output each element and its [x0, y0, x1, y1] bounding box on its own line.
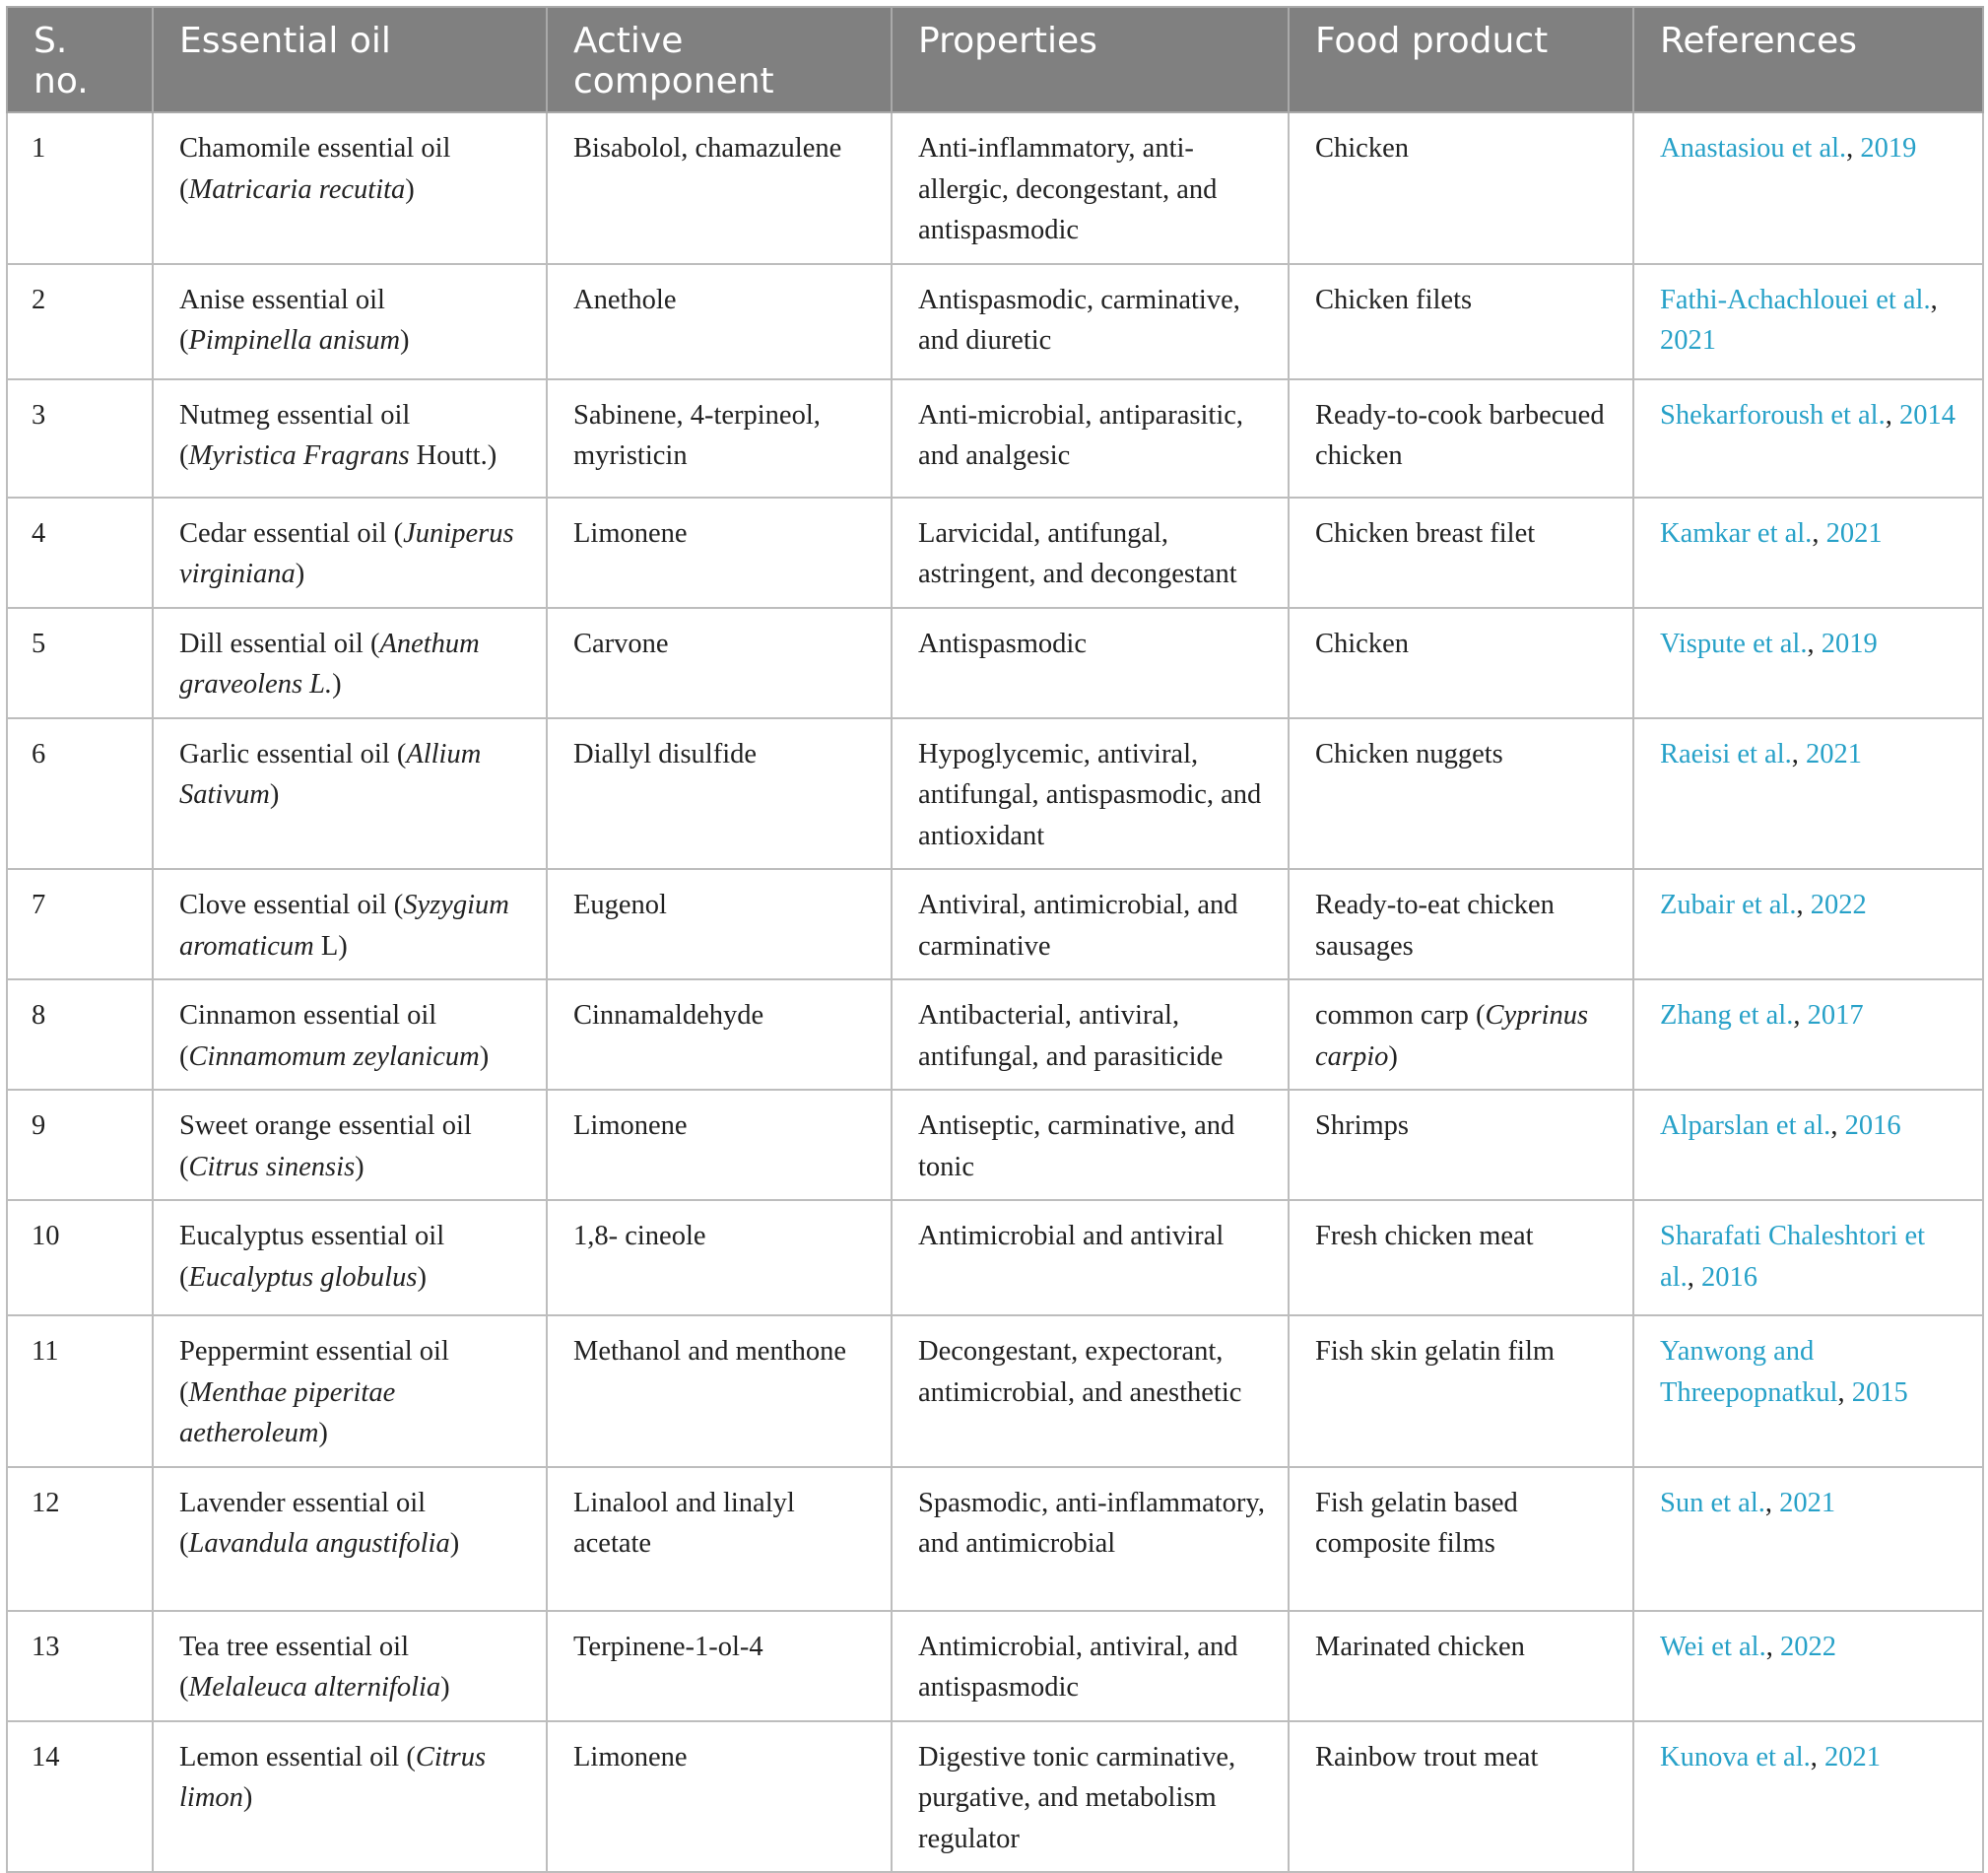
cell-active-component [547, 1200, 892, 1315]
reference-author-link[interactable]: Raeisi et al. [1660, 738, 1792, 769]
oil-name: Cinnamon essential oil [179, 1000, 437, 1031]
table-row [7, 1315, 1983, 1467]
active-component: Methanol and menthone [573, 1336, 847, 1367]
reference-author-link[interactable]: Sharafati Chaleshtori et al. [1660, 1221, 1926, 1293]
table-row [7, 869, 1983, 979]
properties-text: Hypoglycemic, antiviral, antifungal, antispasmodic, and antioxidant [918, 738, 1262, 851]
oil-scientific-name: Melaleuca alternifolia [188, 1672, 441, 1703]
cell-food-product [1289, 379, 1633, 498]
cell-active-component [547, 1721, 892, 1873]
reference-year-link[interactable]: 2021 [1660, 325, 1716, 356]
cell-properties [892, 979, 1289, 1090]
cell-s-no [7, 979, 153, 1090]
row-number: 8 [32, 1000, 46, 1031]
food-product: Ready-to-eat chicken sausages [1315, 890, 1555, 962]
cell-essential-oil: Tea tree essential oil (Melaleuca alternifolia) [153, 1611, 547, 1721]
oil-scientific-name: Lavandula angustifolia [188, 1528, 450, 1559]
oil-name: Chamomile essential oil [179, 133, 451, 164]
cell-properties [892, 1090, 1289, 1200]
cell-essential-oil: Lavender essential oil (Lavandula angustifolia) [153, 1467, 547, 1611]
reference-year-link[interactable]: 2014 [1898, 399, 1955, 431]
properties-text: Antimicrobial and antiviral [918, 1221, 1225, 1251]
cell-essential-oil: Clove essential oil (Syzygium aromaticum L) [153, 869, 547, 979]
active-component: Limonene [573, 517, 688, 549]
cell-s-no [7, 112, 153, 264]
cell-properties [892, 718, 1289, 870]
cell-essential-oil: Cedar essential oil (Juniperus virginiana) [153, 498, 547, 608]
reference-year-link[interactable]: 2015 [1851, 1376, 1908, 1408]
food-product: Fresh chicken meat [1315, 1221, 1534, 1251]
reference-author-link[interactable]: Kamkar et al. [1660, 517, 1813, 549]
cell-properties [892, 379, 1289, 498]
table-row [7, 979, 1983, 1090]
oil-name: Tea tree essential oil [179, 1631, 410, 1662]
row-number: 9 [32, 1110, 46, 1141]
food-product: Chicken filets [1315, 284, 1473, 315]
table-header-row [7, 7, 1983, 112]
cell-s-no [7, 498, 153, 608]
reference-year-link[interactable]: 2021 [1779, 1487, 1836, 1518]
cell-reference: Kunova et al., 2021 [1633, 1721, 1983, 1873]
active-component: Limonene [573, 1741, 688, 1773]
oil-name: Nutmeg essential oil [179, 399, 411, 431]
cell-essential-oil: Eucalyptus essential oil (Eucalyptus globulus) [153, 1200, 547, 1315]
oil-scientific-name: Juniperus virginiana [179, 517, 514, 589]
cell-s-no [7, 1721, 153, 1873]
active-component: Limonene [573, 1110, 688, 1141]
cell-s-no [7, 1090, 153, 1200]
oil-name: Peppermint essential oil [179, 1336, 449, 1367]
table-row [7, 498, 1983, 608]
food-product: Ready-to-cook barbecued chicken [1315, 399, 1605, 471]
cell-properties [892, 608, 1289, 718]
cell-active-component [547, 869, 892, 979]
cell-active-component [547, 608, 892, 718]
cell-s-no [7, 1315, 153, 1467]
cell-active-component [547, 979, 892, 1090]
table-row [7, 1721, 1983, 1873]
essential-oils-table [6, 6, 1984, 1873]
row-number: 12 [32, 1487, 60, 1518]
cell-reference: Wei et al., 2022 [1633, 1611, 1983, 1721]
active-component: Bisabolol, chamazulene [573, 133, 842, 164]
food-product: Fish skin gelatin film [1315, 1336, 1556, 1367]
cell-reference: Sharafati Chaleshtori et al., 2016 [1633, 1200, 1983, 1315]
cell-food-product [1289, 264, 1633, 379]
cell-reference: Shekarforoush et al., 2014 [1633, 379, 1983, 498]
cell-active-component [547, 1315, 892, 1467]
properties-text: Antispasmodic, carminative, and diuretic [918, 284, 1240, 356]
cell-food-product [1289, 869, 1633, 979]
reference-author-link[interactable]: Shekarforoush et al. [1660, 399, 1886, 431]
row-number: 1 [32, 133, 46, 164]
cell-active-component [547, 1090, 892, 1200]
cell-essential-oil: Nutmeg essential oil (Myristica Fragrans Houtt.) [153, 379, 547, 498]
reference-year-link[interactable]: 2022 [1810, 890, 1867, 920]
reference-year-link[interactable]: 2019 [1860, 133, 1917, 164]
reference-year-link[interactable]: 2016 [1700, 1261, 1757, 1293]
oil-scientific-name: Anethum graveolens L. [179, 628, 480, 700]
cell-active-component [547, 264, 892, 379]
table-row [7, 264, 1983, 379]
column-header-properties: Properties [892, 7, 1289, 112]
cell-reference: Yanwong and Threepopnatkul, 2015 [1633, 1315, 1983, 1467]
reference-year-link[interactable]: 2017 [1807, 1000, 1864, 1031]
table-row [7, 379, 1983, 498]
row-number: 5 [32, 628, 46, 659]
reference-year-link[interactable]: 2022 [1779, 1631, 1836, 1662]
row-number: 2 [32, 284, 46, 315]
row-number: 7 [32, 890, 46, 920]
cell-food-product [1289, 608, 1633, 718]
cell-s-no [7, 1467, 153, 1611]
reference-year-link[interactable]: 2021 [1806, 738, 1862, 769]
cell-food-product: common carp (Cyprinus carpio) [1289, 979, 1633, 1090]
cell-active-component [547, 1467, 892, 1611]
cell-reference: Raeisi et al., 2021 [1633, 718, 1983, 870]
table-row [7, 1090, 1983, 1200]
food-product: Shrimps [1315, 1110, 1410, 1141]
cell-properties [892, 1200, 1289, 1315]
reference-year-link[interactable]: 2016 [1844, 1110, 1901, 1141]
reference-author-link[interactable]: Fathi-Achachlouei et al. [1660, 284, 1931, 315]
active-component: Linalool and linalyl acetate [573, 1487, 795, 1559]
oil-scientific-name: Syzygium aromaticum [179, 890, 509, 962]
cell-essential-oil: Chamomile essential oil (Matricaria recutita) [153, 112, 547, 264]
active-component: Eugenol [573, 890, 667, 920]
reference-author-link[interactable]: Wei et al. [1660, 1631, 1766, 1662]
cell-s-no [7, 869, 153, 979]
properties-text: Decongestant, expectorant, antimicrobial, and anesthetic [918, 1336, 1242, 1408]
table-row [7, 112, 1983, 264]
cell-food-product [1289, 112, 1633, 264]
column-header-s-no: S. no. [7, 7, 153, 112]
row-number: 3 [32, 399, 46, 431]
cell-s-no [7, 264, 153, 379]
oil-scientific-name: Menthae piperitae aetheroleum [179, 1376, 396, 1448]
cell-essential-oil: Dill essential oil (Anethum graveolens L.) [153, 608, 547, 718]
properties-text: Antiseptic, carminative, and tonic [918, 1110, 1235, 1182]
oil-scientific-name: Allium Sativum [179, 738, 482, 810]
cell-essential-oil: Garlic essential oil (Allium Sativum) [153, 718, 547, 870]
cell-active-component [547, 112, 892, 264]
column-header-references: References [1633, 7, 1983, 112]
active-component: 1,8- cineole [573, 1221, 706, 1251]
food-product: Chicken [1315, 133, 1409, 164]
reference-author-link[interactable]: Vispute et al. [1660, 628, 1808, 659]
oil-name: Eucalyptus essential oil [179, 1221, 445, 1251]
row-number: 4 [32, 517, 46, 549]
active-component: Anethole [573, 284, 677, 315]
row-number: 6 [32, 738, 46, 769]
reference-author-link[interactable]: Zhang et al. [1660, 1000, 1794, 1031]
cell-reference: Anastasiou et al., 2019 [1633, 112, 1983, 264]
table-row [7, 608, 1983, 718]
active-component: Carvone [573, 628, 669, 659]
oil-name: Anise essential oil [179, 284, 385, 315]
row-number: 14 [32, 1741, 60, 1773]
reference-author-link[interactable]: Zubair et al. [1660, 890, 1797, 920]
reference-author-link[interactable]: Alparslan et al. [1660, 1110, 1831, 1141]
properties-text: Anti-inflammatory, anti-allergic, decongestant, and antispasmodic [918, 133, 1218, 245]
cell-reference: Sun et al., 2021 [1633, 1467, 1983, 1611]
oil-name: Lemon essential oil [179, 1741, 400, 1773]
cell-food-product [1289, 1200, 1633, 1315]
properties-text: Antiviral, antimicrobial, and carminative [918, 890, 1238, 962]
table-row [7, 1611, 1983, 1721]
cell-essential-oil: Sweet orange essential oil (Citrus sinensis) [153, 1090, 547, 1200]
properties-text: Larvicidal, antifungal, astringent, and decongestant [918, 517, 1237, 589]
cell-food-product [1289, 718, 1633, 870]
active-component: Cinnamaldehyde [573, 1000, 764, 1031]
cell-s-no [7, 379, 153, 498]
properties-text: Anti-microbial, antiparasitic, and analgesic [918, 399, 1244, 471]
properties-text: Antibacterial, antiviral, antifungal, and parasiticide [918, 1000, 1224, 1072]
active-component: Terpinene-1-ol-4 [573, 1631, 763, 1662]
reference-year-link[interactable]: 2021 [1825, 517, 1883, 549]
reference-author-link[interactable]: Kunova et al. [1660, 1741, 1811, 1773]
cell-properties [892, 1721, 1289, 1873]
properties-text: Spasmodic, anti-inflammatory, and antimicrobial [918, 1487, 1265, 1559]
food-product: Marinated chicken [1315, 1631, 1525, 1662]
column-header-essential-oil: Essential oil [153, 7, 547, 112]
table-row [7, 718, 1983, 870]
cell-reference: Zhang et al., 2017 [1633, 979, 1983, 1090]
cell-active-component [547, 718, 892, 870]
cell-reference: Alparslan et al., 2016 [1633, 1090, 1983, 1200]
cell-properties [892, 1467, 1289, 1611]
oil-name: Clove essential oil [179, 890, 387, 920]
food-product: Fish gelatin based composite films [1315, 1487, 1518, 1559]
oil-scientific-name: Eucalyptus globulus [188, 1261, 418, 1293]
row-number: 11 [32, 1336, 59, 1367]
row-number: 10 [32, 1221, 60, 1251]
cell-essential-oil: Peppermint essential oil (Menthae piperitae aetheroleum) [153, 1315, 547, 1467]
food-product: Chicken [1315, 628, 1409, 659]
column-header-active-component: Active component [547, 7, 892, 112]
oil-scientific-name: Cinnamomum zeylanicum [188, 1040, 480, 1072]
reference-year-link[interactable]: 2021 [1824, 1741, 1881, 1773]
food-scientific-name: Cyprinus carpio [1315, 1000, 1589, 1072]
cell-food-product [1289, 498, 1633, 608]
cell-active-component [547, 1611, 892, 1721]
reference-author-link[interactable]: Yanwong and Threepopnatkul [1660, 1336, 1838, 1408]
cell-food-product [1289, 1315, 1633, 1467]
oil-scientific-name: Citrus limon [179, 1741, 487, 1813]
table-body [7, 112, 1983, 1872]
oil-scientific-name: Myristica Fragrans [188, 440, 410, 471]
oil-scientific-name: Pimpinella anisum [188, 325, 401, 356]
oil-scientific-name: Matricaria recutita [188, 173, 406, 205]
cell-essential-oil: Anise essential oil (Pimpinella anisum) [153, 264, 547, 379]
cell-reference: Fathi-Achachlouei et al., 2021 [1633, 264, 1983, 379]
cell-s-no [7, 1200, 153, 1315]
table-row [7, 1467, 1983, 1611]
cell-food-product [1289, 1090, 1633, 1200]
cell-active-component [547, 379, 892, 498]
oil-name: Cedar essential oil [179, 517, 387, 549]
oil-name: Dill essential oil [179, 628, 364, 659]
cell-properties [892, 1315, 1289, 1467]
active-component: Sabinene, 4-terpineol, myristicin [573, 399, 821, 471]
properties-text: Antispasmodic [918, 628, 1087, 659]
active-component: Diallyl disulfide [573, 738, 758, 769]
cell-food-product [1289, 1611, 1633, 1721]
cell-reference: Zubair et al., 2022 [1633, 869, 1983, 979]
oil-name: Sweet orange essential oil [179, 1110, 472, 1141]
cell-food-product [1289, 1467, 1633, 1611]
properties-text: Antimicrobial, antiviral, and antispasmodic [918, 1631, 1238, 1703]
cell-s-no [7, 608, 153, 718]
cell-properties [892, 112, 1289, 264]
food-product: Rainbow trout meat [1315, 1741, 1539, 1773]
column-header-food-product: Food product [1289, 7, 1633, 112]
row-number: 13 [32, 1631, 60, 1662]
reference-author-link[interactable]: Sun et al. [1660, 1487, 1765, 1518]
cell-properties [892, 1611, 1289, 1721]
table-row [7, 1200, 1983, 1315]
cell-active-component [547, 498, 892, 608]
food-product: common carp [1315, 1000, 1469, 1031]
cell-food-product [1289, 1721, 1633, 1873]
oil-scientific-name: Citrus sinensis [188, 1151, 356, 1182]
properties-text: Digestive tonic carminative, purgative, and metabolism regulator [918, 1741, 1236, 1854]
cell-s-no [7, 1611, 153, 1721]
oil-name: Garlic essential oil [179, 738, 390, 769]
food-product: Chicken breast filet [1315, 517, 1536, 549]
oil-name-suffix: L [313, 930, 339, 962]
reference-author-link[interactable]: Anastasiou et al. [1660, 133, 1847, 164]
cell-properties [892, 264, 1289, 379]
cell-reference: Kamkar et al., 2021 [1633, 498, 1983, 608]
cell-reference: Vispute et al., 2019 [1633, 608, 1983, 718]
food-product: Chicken nuggets [1315, 738, 1503, 769]
cell-essential-oil: Lemon essential oil (Citrus limon) [153, 1721, 547, 1873]
cell-properties [892, 498, 1289, 608]
reference-year-link[interactable]: 2019 [1821, 628, 1878, 659]
cell-s-no [7, 718, 153, 870]
oil-name: Lavender essential oil [179, 1487, 427, 1518]
cell-properties [892, 869, 1289, 979]
oil-name-suffix: Houtt. [409, 440, 488, 471]
cell-essential-oil: Cinnamon essential oil (Cinnamomum zeylanicum) [153, 979, 547, 1090]
